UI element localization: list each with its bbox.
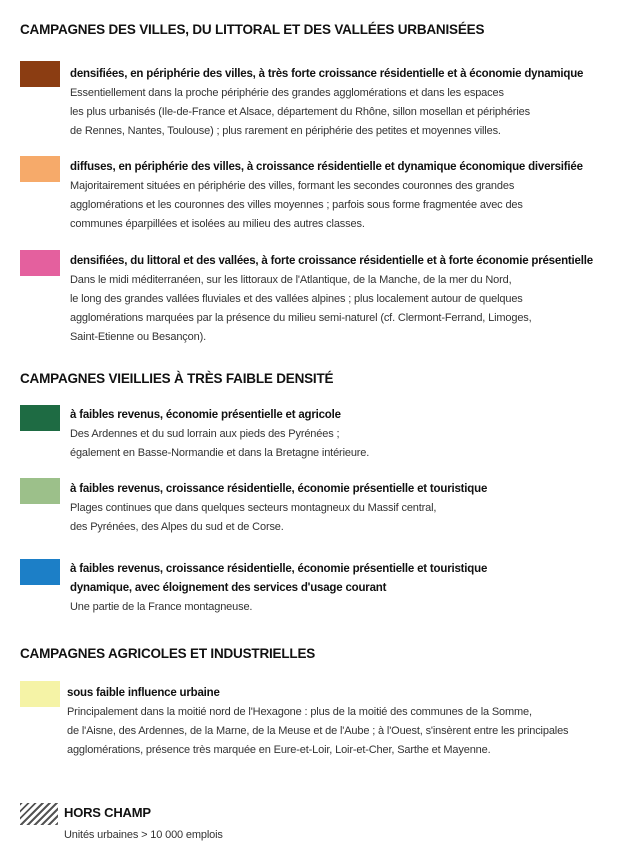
legend-description — [70, 598, 635, 617]
legend-desc-line: Dans le midi méditerranéen, sur les littoraux de l'Atlantique, de la Manche, de la mer du Nord, — [70, 274, 512, 286]
legend-desc-line: agglomérations, présence très marquée en Eure-et-Loir, Loir-et-Cher, Sarthe et Mayenne. — [67, 744, 491, 756]
legend-title-line: à faibles revenus, croissance résidentielle, économie présentielle et touristique — [70, 483, 488, 495]
legend-title — [70, 406, 635, 425]
legend-desc-line: Essentiellement dans la proche périphérie des grandes agglomérations et dans les espaces — [70, 87, 504, 99]
legend-entry — [70, 158, 635, 234]
hatch-pattern-icon — [20, 803, 58, 825]
legend-entry — [70, 560, 635, 617]
legend-desc-line: Des Ardennes et du sud lorrain aux pieds des Pyrénées ; — [70, 428, 340, 440]
legend-title-line: à faibles revenus, économie présentielle et agricole — [70, 409, 341, 421]
legend-entry — [70, 252, 635, 347]
legend-desc-line: de Rennes, Nantes, Toulouse) ; plus rarement en périphérie des petites et moyennes villes. — [70, 125, 501, 137]
legend-desc-line: Plages continues que dans quelques secteurs montagneux du Massif central, — [70, 502, 437, 514]
legend-swatch-light-green — [20, 478, 60, 504]
legend-desc-line: Principalement dans la moitié nord de l'Hexagone : plus de la moitié des communes de la Somme, — [67, 706, 532, 718]
legend-entry — [70, 480, 635, 537]
legend-description — [70, 84, 635, 141]
legend-description — [70, 177, 635, 234]
legend-desc-line: les plus urbanisés (Ile-de-France et Alsace, département du Rhône, sillon mosellan et périphéries — [70, 106, 530, 118]
legend-description — [70, 499, 635, 537]
legend-swatch-pink — [20, 250, 60, 276]
legend-title-line: sous faible influence urbaine — [67, 687, 220, 699]
hors-champ-description: Unités urbaines > 10 000 emplois — [64, 829, 223, 841]
legend-desc-line: Saint-Etienne ou Besançon). — [70, 331, 206, 343]
legend-swatch-dark-green — [20, 405, 60, 431]
legend-description — [67, 703, 632, 760]
legend-title-line: à faibles revenus, croissance résidentielle, économie présentielle et touristique — [70, 563, 488, 575]
legend-desc-line: le long des grandes vallées fluviales et des vallées alpines ; plus localement autour de quelques — [70, 293, 523, 305]
legend-entry — [67, 684, 632, 760]
legend-swatch-blue — [20, 559, 60, 585]
legend-desc-line: communes éparpillées et isolées au milieu des autres classes. — [70, 218, 365, 230]
legend-title-line: diffuses, en périphérie des villes, à croissance résidentielle et dynamique économique diversifiée — [70, 161, 583, 173]
legend-title — [70, 65, 635, 84]
legend-title — [70, 560, 635, 598]
legend-description — [70, 271, 635, 347]
legend-desc-line: de l'Aisne, des Ardennes, de la Marne, de la Meuse et de l'Aube ; à l'Ouest, s'insèrent entre les principales — [67, 725, 569, 737]
hors-champ-title: HORS CHAMP — [64, 805, 151, 820]
legend-title-line: densifiées, du littoral et des vallées, à forte croissance résidentielle et à forte économie présentielle — [70, 255, 593, 267]
legend-swatch-pale-yellow — [20, 681, 60, 707]
legend-desc-line: Une partie de la France montagneuse. — [70, 601, 253, 613]
legend-title — [70, 158, 635, 177]
legend-swatch-brown — [20, 61, 60, 87]
legend-entry — [70, 406, 635, 463]
legend-desc-line: agglomérations marquées par la présence du milieu semi-naturel (cf. Clermont-Ferrand, Limoges, — [70, 312, 532, 324]
legend-title — [70, 252, 635, 271]
legend-title — [70, 480, 635, 499]
legend-desc-line: également en Basse-Normandie et dans la Bretagne intérieure. — [70, 447, 370, 459]
legend-title-line: densifiées, en périphérie des villes, à très forte croissance résidentielle et à économie dynamique — [70, 68, 584, 80]
legend-desc-line: agglomérations et les couronnes des villes moyennes ; parfois sous forme fragmentée avec des — [70, 199, 523, 211]
legend-swatch-orange — [20, 156, 60, 182]
legend-title-line: dynamique, avec éloignement des services d'usage courant — [70, 582, 387, 594]
legend-desc-line: Majoritairement situées en périphérie des villes, formant les secondes couronnes des grandes — [70, 180, 515, 192]
section-heading-vieillies: CAMPAGNES VIEILLIES À TRÈS FAIBLE DENSITÉ — [20, 371, 334, 386]
legend-desc-line: des Pyrénées, des Alpes du sud et de Corse. — [70, 521, 284, 533]
legend-description — [70, 425, 635, 463]
section-heading-agricoles: CAMPAGNES AGRICOLES ET INDUSTRIELLES — [20, 646, 316, 661]
legend-title — [67, 684, 632, 703]
legend-entry — [70, 65, 635, 141]
section-heading-villes: CAMPAGNES DES VILLES, DU LITTORAL ET DES VALLÉES URBANISÉES — [20, 22, 485, 37]
